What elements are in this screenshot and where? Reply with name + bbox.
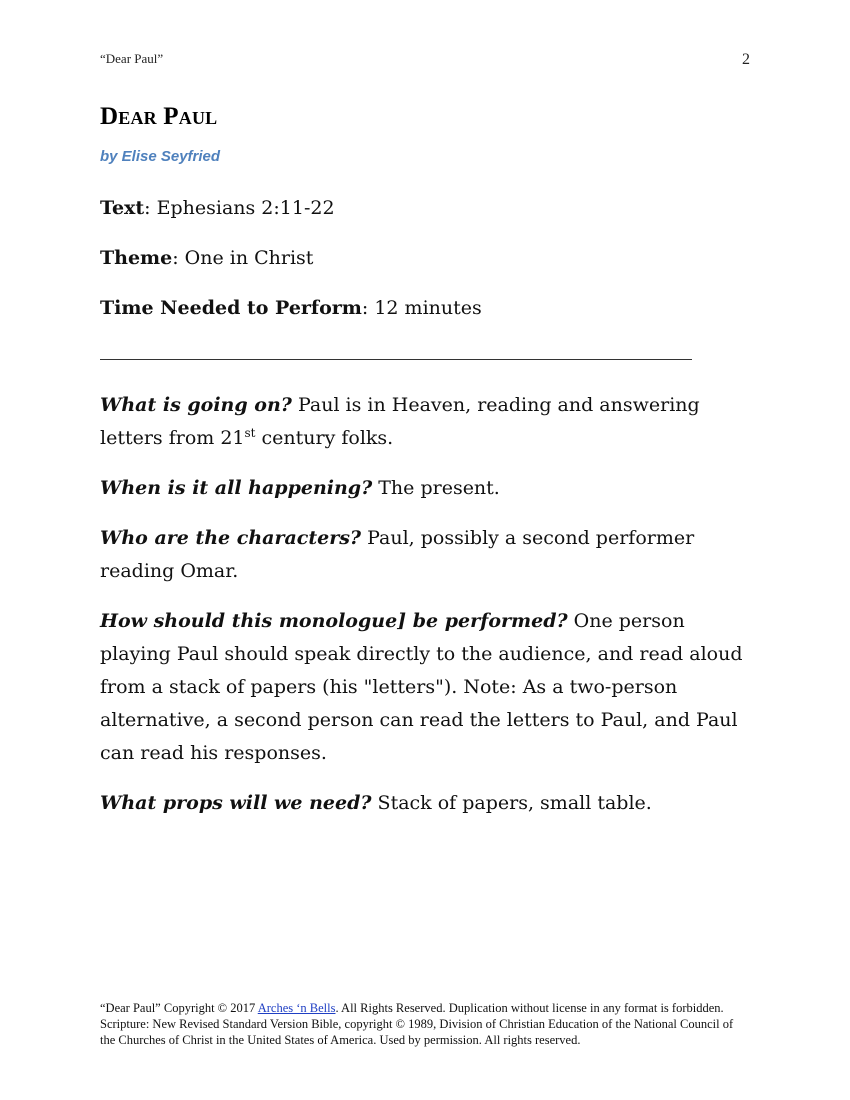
question-label: What props will we need? [100, 792, 372, 814]
author-byline: by Elise Seyfried [100, 148, 221, 165]
meta-theme [100, 242, 755, 275]
main-content [100, 192, 755, 837]
meta-text [100, 192, 755, 225]
question-label: What is going on? [100, 394, 292, 416]
arches-n-bells-link[interactable]: Arches ‘n Bells [257, 1001, 336, 1015]
meta-value: : Ephesians 2:11-22 [144, 197, 335, 219]
page-number: 2 [742, 51, 750, 68]
qa-who [100, 522, 755, 588]
running-header-title: “Dear Paul” [100, 51, 164, 66]
ordinal-suffix: st [244, 426, 256, 440]
question-label: When is it all happening? [100, 477, 373, 499]
answer-text: Paul, possibly a second performer reading Omar. [100, 527, 695, 582]
footer-text: “Dear Paul” Copyright © 2017 [100, 1001, 258, 1015]
answer-text: Paul is in Heaven, reading and answering letters from 21 [100, 394, 700, 449]
meta-label: Time Needed to Perform [100, 297, 362, 319]
meta-value: : One in Christ [172, 247, 314, 269]
answer-text: century folks. [255, 427, 394, 449]
meta-label: Theme [100, 247, 173, 269]
answer-text: One person playing Paul should speak directly to the audience, and read aloud from a stack of papers (his "letters"). Note: As a two-person alternative, a second person can read the letters to Paul, and Paul can read his responses. [100, 610, 743, 764]
page-title: Dear Paul [100, 103, 218, 130]
question-label: Who are the characters? [100, 527, 362, 549]
meta-label: Text [100, 197, 145, 219]
answer-text: Stack of papers, small table. [371, 792, 652, 814]
qa-when [100, 472, 755, 505]
qa-how [100, 605, 755, 770]
qa-what-going-on [100, 389, 755, 455]
meta-value: : 12 minutes [361, 297, 482, 319]
answer-text: The present. [372, 477, 500, 499]
question-label: How should this monologue] be performed? [100, 610, 568, 632]
copyright-footer [100, 1000, 750, 1048]
qa-props [100, 787, 755, 820]
footer-text: . All Rights Reserved. Duplication without license in any format is forbidden. Scripture: New Revised Standard Version Bible, copyright © 1989, Division of Christian Education of the National Council of the Churches of Christ in the United States of America. Used by permission. All rights reserved. [100, 1001, 734, 1047]
horizontal-divider [100, 359, 692, 360]
meta-time [100, 292, 755, 325]
